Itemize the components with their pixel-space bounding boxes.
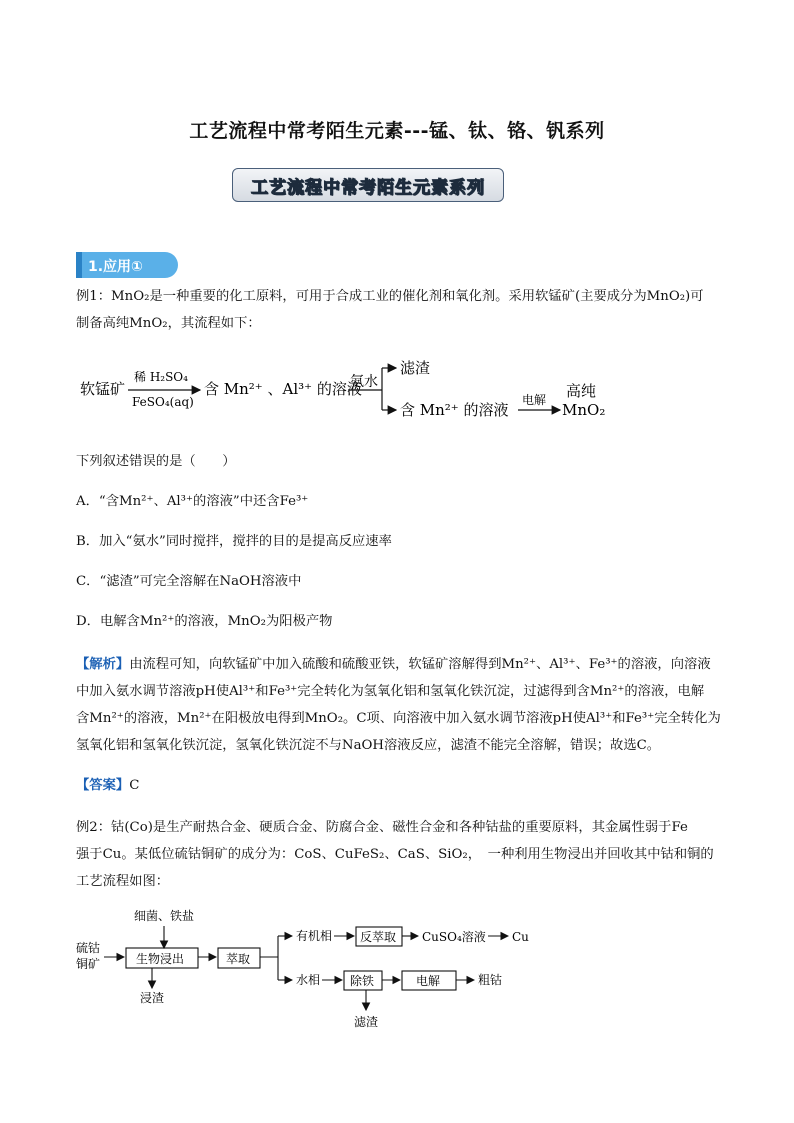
ex1-answer-line bbox=[76, 776, 721, 796]
flow1-reagent-top: 稀 H₂SO₄ bbox=[134, 370, 188, 384]
section-tag-accent bbox=[76, 252, 82, 278]
flow1-product: MnO₂ bbox=[562, 401, 606, 419]
ex1-line-2: 制备高纯MnO₂，其流程如下： bbox=[76, 316, 261, 331]
flow2-organic: 有机相 bbox=[296, 929, 333, 943]
flow1-solution-1: 含 Mn²⁺ 、Al³⁺ 的溶液 bbox=[204, 380, 362, 398]
ex1-option-c: C．“滤渣”可完全溶解在NaOH溶液中 bbox=[76, 574, 302, 589]
flow2-residue2: 滤渣 bbox=[354, 1015, 379, 1029]
ex1-analysis-line-2: 中加入氨水调节溶液pH使Al³⁺和Fe³⁺完全转化为氢氧化铝和氢氧化铁沉淀，过滤得到含Mn²⁺的溶液，电解 bbox=[76, 684, 705, 699]
answer-label: 【答案】 bbox=[76, 778, 130, 793]
analysis-label: 【解析】 bbox=[76, 657, 130, 672]
banner-text: 工艺流程中常考陌生元素系列 bbox=[251, 177, 485, 198]
ex1-analysis-line-4: 氢氧化铝和氢氧化铁沉淀，氢氧化铁沉淀不与NaOH溶液反应，滤渣不能完全溶解，错误；故选C。 bbox=[76, 738, 661, 753]
ex1-question: 下列叙述错误的是（ ） bbox=[76, 454, 236, 469]
answer-value: C bbox=[129, 778, 140, 793]
flow2-aqueous: 水相 bbox=[296, 973, 321, 987]
flow2-step5: 电解 bbox=[416, 974, 441, 988]
flow2-ore-line-1: 硫钴 bbox=[76, 941, 101, 955]
flow2-solution: CuSO₄溶液 bbox=[422, 930, 486, 944]
section-tag bbox=[76, 252, 178, 278]
ex1-flow-diagram bbox=[70, 352, 630, 432]
flow2-product2: 粗钴 bbox=[478, 973, 503, 987]
flow1-reagent-bottom: FeSO₄(aq) bbox=[132, 395, 194, 409]
flow2-reagent: 细菌、铁盐 bbox=[134, 909, 195, 923]
flow2-ore-line-2: 铜矿 bbox=[76, 957, 101, 971]
flow2-step1: 生物浸出 bbox=[136, 952, 185, 966]
flow1-product-top: 高纯 bbox=[566, 382, 597, 400]
ex1-line-1: 例1：MnO₂是一种重要的化工原料，可用于合成工业的催化剂和氧化剂。采用软锰矿(主要成分为MnO₂)可 bbox=[76, 289, 704, 304]
ex1-analysis-line-1 bbox=[76, 655, 721, 675]
ex2-line-3: 工艺流程如图： bbox=[76, 874, 170, 889]
ex2-line-2: 强于Cu。某低位硫钴铜矿的成分为：CoS、CuFeS₂、CaS、SiO₂， 一种利用生物浸出并回收其中钴和铜的 bbox=[76, 847, 714, 862]
series-banner bbox=[232, 168, 504, 202]
section-label: 1.应用① bbox=[88, 259, 143, 275]
flow1-reagent-2: 氨水 bbox=[350, 374, 378, 390]
flow2-residue1: 浸渣 bbox=[140, 991, 165, 1005]
ex1-option-b: B．加入“氨水”同时搅拌，搅拌的目的是提高反应速率 bbox=[76, 534, 392, 549]
flow1-process: 电解 bbox=[522, 393, 547, 407]
flow2-step4: 除铁 bbox=[350, 974, 375, 988]
ex1-option-d: D．电解含Mn²⁺的溶液，MnO₂为阳极产物 bbox=[76, 614, 333, 629]
ex1-analysis-line-3: 含Mn²⁺的溶液，Mn²⁺在阳极放电得到MnO₂。C项、向溶液中加入氨水调节溶液pH使Al³⁺和Fe³⁺完全转化为 bbox=[76, 711, 721, 726]
flow1-residue: 滤渣 bbox=[400, 359, 431, 377]
flow1-solution-2: 含 Mn²⁺ 的溶液 bbox=[400, 401, 509, 419]
ex1-option-a: A．“含Mn²⁺、Al³⁺的溶液”中还含Fe³⁺ bbox=[76, 494, 309, 509]
flow2-step2: 萃取 bbox=[226, 952, 251, 966]
ex2-line-1: 例2：钴(Co)是生产耐热合金、硬质合金、防腐合金、磁性合金和各种钴盐的重要原料，其金属性弱于Fe bbox=[76, 820, 688, 835]
page-title: 工艺流程中常考陌生元素---锰、钛、铬、钒系列 bbox=[189, 120, 605, 142]
ex2-flow-diagram bbox=[70, 902, 590, 1052]
flow2-step3: 反萃取 bbox=[360, 930, 397, 944]
flow1-start: 软锰矿 bbox=[80, 380, 126, 398]
flow2-product1: Cu bbox=[512, 930, 529, 944]
analysis-text-1: 由流程可知，向软锰矿中加入硫酸和硫酸亚铁，软锰矿溶解得到Mn²⁺、Al³⁺、Fe³⁺的溶液，向溶液 bbox=[129, 657, 711, 672]
